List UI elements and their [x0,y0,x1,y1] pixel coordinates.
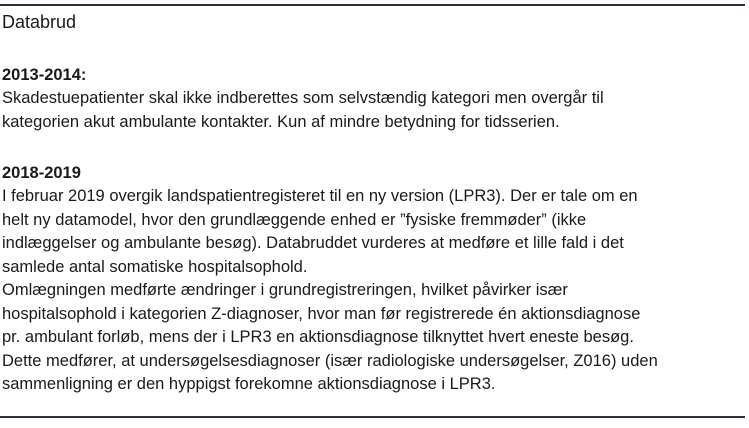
section-2018-2019 [2,162,744,397]
text-line: hospitalsophold i kategorien Z-diagnoser, hvor man før registrerede én aktionsdiagnose [2,304,641,323]
text-line: helt ny datamodel, hvor den grundlæggende enhed er ”fysiske fremmøder” (ikke [2,210,587,229]
text-line: Skadestuepatienter skal ikke indberettes som selvstændig kategori men overgår til [2,89,604,107]
section-paragraph [2,87,744,134]
section-2013-2014 [2,64,744,134]
section-heading: 2013-2014: [2,66,87,84]
text-line: samlede antal somatiske hospitalsophold. [2,257,308,276]
page-title: Databrud [2,12,77,32]
text-line: Dette medfører, at undersøgelsesdiagnoser (især radiologiske undersøgelser, Z016) uden [2,351,658,370]
section-heading: 2018-2019 [2,164,81,182]
text-line: pr. ambulant forløb, mens der i LPR3 en aktionsdiagnose tilknyttet hvert eneste besøg. [2,328,634,346]
section-paragraph [2,185,744,279]
section-paragraph [2,279,744,397]
text-line: sammenligning er den hyppigst forekomne aktionsdiagnose i LPR3. [2,375,496,393]
text-line: I februar 2019 overgik landspatientregisteret til en ny version (LPR3). Der er tale om en [2,187,638,205]
text-line: kategorien akut ambulante kontakter. Kun af mindre betydning for tidsserien. [2,112,560,131]
text-line: indlæggelser og ambulante besøg). Databruddet vurderes at medføre et lille fald i det [2,234,624,252]
data-break-box [0,4,745,418]
text-line: Omlægningen medførte ændringer i grundregistreringen, hvilket påvirker især [2,281,568,299]
